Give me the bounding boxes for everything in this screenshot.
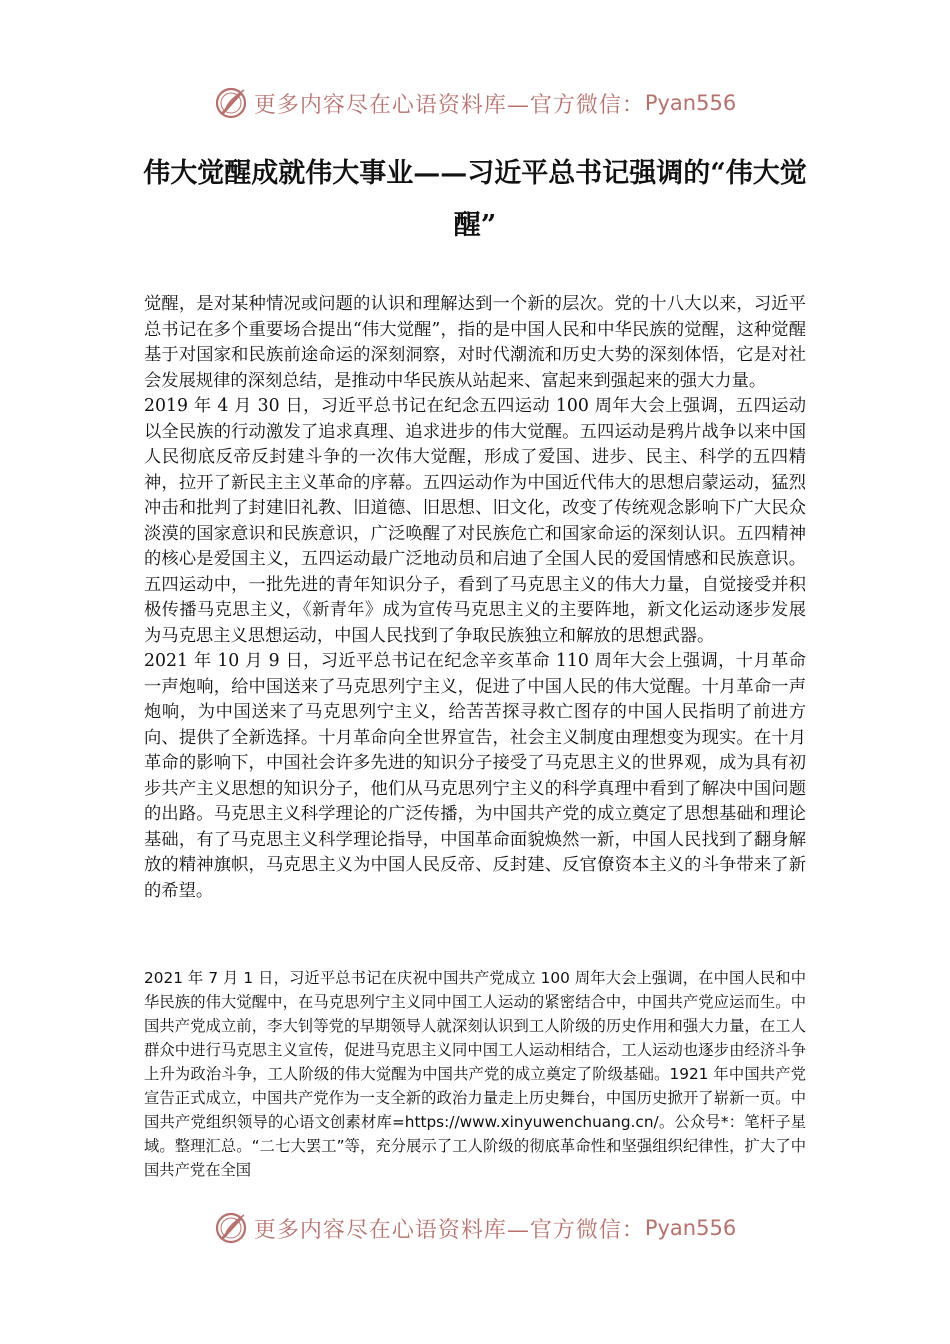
paragraph-may-fourth: 2019 年 4 月 30 日，习近平总书记在纪念五四运动 100 周年大会上强调，五四运动以全民族的行动激发了追求真理、追求进步的伟大觉醒。五四运动是鸦片战争以来中国人民彻底反帝反封建斗争的一次伟大觉醒，形成了爱国、进步、民主、科学的五四精神，拉开了新民主主义革命的序幕。五四运动作为中国近代伟大的思想启蒙运动，猛烈冲击和批判了封建旧礼教、旧道德、旧思想、旧文化，改变了传统观念影响下广大民众淡漠的国家意识和民族意识，广泛唤醒了对民族危亡和国家命运的深刻认识。五四精神的核心是爱国主义，五四运动最广泛地动员和启迪了全国人民的爱国情感和民族意识。五四运动中，一批先进的青年知识分子，看到了马克思主义的伟大力量，自觉接受并积极传播马克思主义，《新青年》成为宣传马克思主义的主要阵地，新文化运动逐步发展为马克思主义思想运动，中国人民找到了争取民族独立和解放的思想武器。 xyxy=(144,396,806,646)
paragraph-intro: 觉醒，是对某种情况或问题的认识和理解达到一个新的层次。党的十八大以来，习近平总书记在多个重要场合提出“伟大觉醒”，指的是中国人民和中华民族的觉醒，这种觉醒基于对国家和民族前途命运的深刻洞察，对时代潮流和历史大势的深刻体悟，它是对社会发展规律的深刻总结，是推动中华民族从站起来、富起来到强起来的强大力量。 xyxy=(144,294,806,391)
footer-banner-text: 更多内容尽在心语资料库—官方微信： xyxy=(253,1217,645,1243)
paragraph-october-revolution: 2021 年 10 月 9 日，习近平总书记在纪念辛亥革命 110 周年大会上强调，十月革命一声炮响，给中国送来了马克思列宁主义，促进了中国人民的伟大觉醒。十月革命一声炮响，为中国送来了马克思列宁主义，给苦苦探寻救亡图存的中国人民指明了前进方向、提供了全新选择。十月革命向全世界宣告，社会主义制度由理想变为现实。在十月革命的影响下，中国社会许多先进的知识分子接受了马克思主义的世界观，成为具有初步共产主义思想的知识分子，他们从马克思列宁主义的科学真理中看到了解决中国问题的出路。马克思主义科学理论的广泛传播，为中国共产党的成立奠定了思想基础和理论基础，有了马克思主义科学理论指导，中国革命面貌焕然一新，中国人民找到了翻身解放的精神旗帜，马克思主义为中国人民反帝、反封建、反官僚资本主义的斗争带来了新的希望。 xyxy=(144,651,806,901)
document-body-serif xyxy=(144,292,806,904)
header-banner-text: 更多内容尽在心语资料库—官方微信： xyxy=(253,92,645,118)
document-title: 伟大觉醒成就伟大事业——习近平总书记强调的“伟大觉醒” xyxy=(143,158,807,241)
document-body-sans xyxy=(144,966,806,1182)
paragraph-party-founding: 2021 年 7 月 1 日，习近平总书记在庆祝中国共产党成立 100 周年大会上强调，在中国人民和中华民族的伟大觉醒中，在马克思列宁主义同中国工人运动的紧密结合中，中国共产党应运而生。中国共产党成立前，李大钊等党的早期领导人就深刻认识到工人阶级的历史作用和强大力量，在工人群众中进行马克思主义宣传，促进马克思主义同中国工人运动相结合，工人运动也逐步由经济斗争上升为政治斗争，工人阶级的伟大觉醒为中国共产党的成立奠定了阶级基础。1921 年中国共产党宣告正式成立，中国共产党作为一支全新的政治力量走上历史舞台，中国历史掀开了崭新一页。中国共产党组织领导的心语文创素材库=https://www.xinyuwenchuang.cn/。公众号*：笔杆子星域。整理汇总。“二七大罢工”等，充分展示了工人阶级的彻底革命性和坚强组织纪律性，扩大了中国共产党在全国 xyxy=(144,969,806,1179)
footer-banner xyxy=(0,1208,950,1248)
quill-pen-logo-icon xyxy=(214,1211,248,1245)
header-banner xyxy=(0,83,950,123)
footer-wechat-id: Pyan556 xyxy=(644,1216,737,1240)
header-wechat-id: Pyan556 xyxy=(644,91,737,115)
quill-pen-logo-icon xyxy=(214,86,248,120)
